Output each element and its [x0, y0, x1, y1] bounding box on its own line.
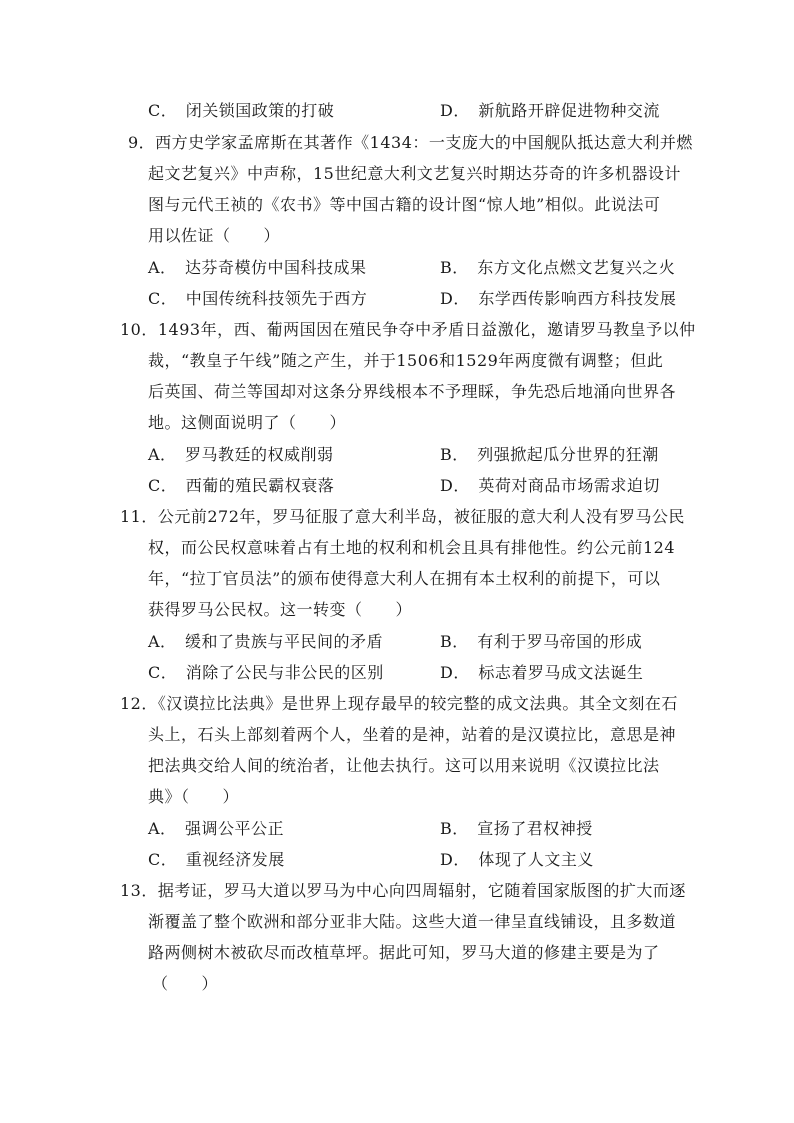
q9-line-4: 用以佐证（ ） — [148, 226, 281, 245]
q12-line-2: 头上，石头上部刻着两个人，坐着的是神，站着的是汉谟拉比，意思是神 — [148, 725, 677, 744]
q8-option-d: D． 新航路开辟促进物种交流 — [440, 101, 660, 120]
q13-line-2: 渐覆盖了整个欧洲和部分亚非大陆。这些大道一律呈直线铺设，且多数道 — [148, 912, 677, 931]
q10-option-d: D． 英荷对商品市场需求迫切 — [440, 476, 660, 495]
q11-option-c: C． 消除了公民与非公民的区别 — [148, 663, 384, 682]
q10-option-a: A． 罗马教廷的权威削弱 — [148, 445, 334, 464]
q10-line-1: 10．1493年，西、葡两国因在殖民争夺中矛盾日益激化，邀请罗马教皇予以仲 — [120, 320, 696, 339]
q11-line-2: 权，而公民权意味着占有土地的权利和机会且具有排他性。约公元前124 — [148, 538, 676, 557]
q11-line-3: 年，“拉丁官员法”的颁布使得意大利人在拥有本土权利的前提下，可以 — [148, 569, 661, 588]
q11-option-b: B． 有利于罗马帝国的形成 — [440, 632, 643, 651]
q9-option-c: C． 中国传统科技领先于西方 — [148, 289, 368, 308]
q11-line-1: 11．公元前272年，罗马征服了意大利半岛，被征服的意大利人没有罗马公民 — [120, 507, 685, 526]
q9-line-2: 起文艺复兴》中声称，15世纪意大利文艺复兴时期达芬奇的许多机器设计 — [148, 164, 681, 183]
q11-option-d: D． 标志着罗马成文法诞生 — [440, 663, 644, 682]
q11-line-4: 获得罗马公民权。这一转变（ ） — [148, 600, 413, 619]
q12-line-1: 12．《汉谟拉比法典》是世界上现存最早的较完整的成文法典。其全文刻在石 — [120, 694, 678, 713]
q9-option-b: B． 东方文化点燃文艺复兴之火 — [440, 258, 676, 277]
q12-line-3: 把法典交给人间的统治者，让他去执行。这可以用来说明《汉谟拉比法 — [148, 756, 660, 775]
q9-line-3: 图与元代王祯的《农书》等中国古籍的设计图“惊人地”相似。此说法可 — [148, 195, 661, 214]
q13-line-3: 路两侧树木被砍尽而改植草坪。据此可知，罗马大道的修建主要是为了 — [148, 943, 660, 962]
q10-line-3: 后英国、荷兰等国却对这条分界线根本不予理睬，争先恐后地涌向世界各 — [148, 382, 677, 401]
q10-option-b: B． 列强掀起瓜分世界的狂潮 — [440, 445, 659, 464]
q10-option-c: C． 西葡的殖民霸权衰落 — [148, 476, 335, 495]
q11-option-a: A． 缓和了贵族与平民间的矛盾 — [148, 632, 384, 651]
q12-line-4: 典》（ ） — [148, 787, 240, 806]
q10-line-4: 地。这侧面说明了（ ） — [148, 413, 347, 432]
q12-option-a: A． 强调公平公正 — [148, 819, 285, 838]
q12-option-c: C． 重视经济发展 — [148, 850, 285, 869]
q9-line-1: 9．西方史学家孟席斯在其著作《1434：一支庞大的中国舰队抵达意大利并燃 — [128, 133, 693, 152]
q13-line-4: （ ） — [152, 974, 219, 993]
q9-option-a: A． 达芬奇模仿中国科技成果 — [148, 258, 367, 277]
q12-option-b: B． 宣扬了君权神授 — [440, 819, 593, 838]
q13-line-1: 13．据考证，罗马大道以罗马为中心向四周辐射，它随着国家版图的扩大而逐 — [120, 881, 686, 900]
q10-line-2: 裁，“教皇子午线”随之产生，并于1506和1529年两度微有调整；但此 — [148, 351, 664, 370]
q9-option-d: D． 东学西传影响西方科技发展 — [440, 289, 677, 308]
q12-option-d: D． 体现了人文主义 — [440, 850, 594, 869]
q8-option-c: C． 闭关锁国政策的打破 — [148, 101, 335, 120]
